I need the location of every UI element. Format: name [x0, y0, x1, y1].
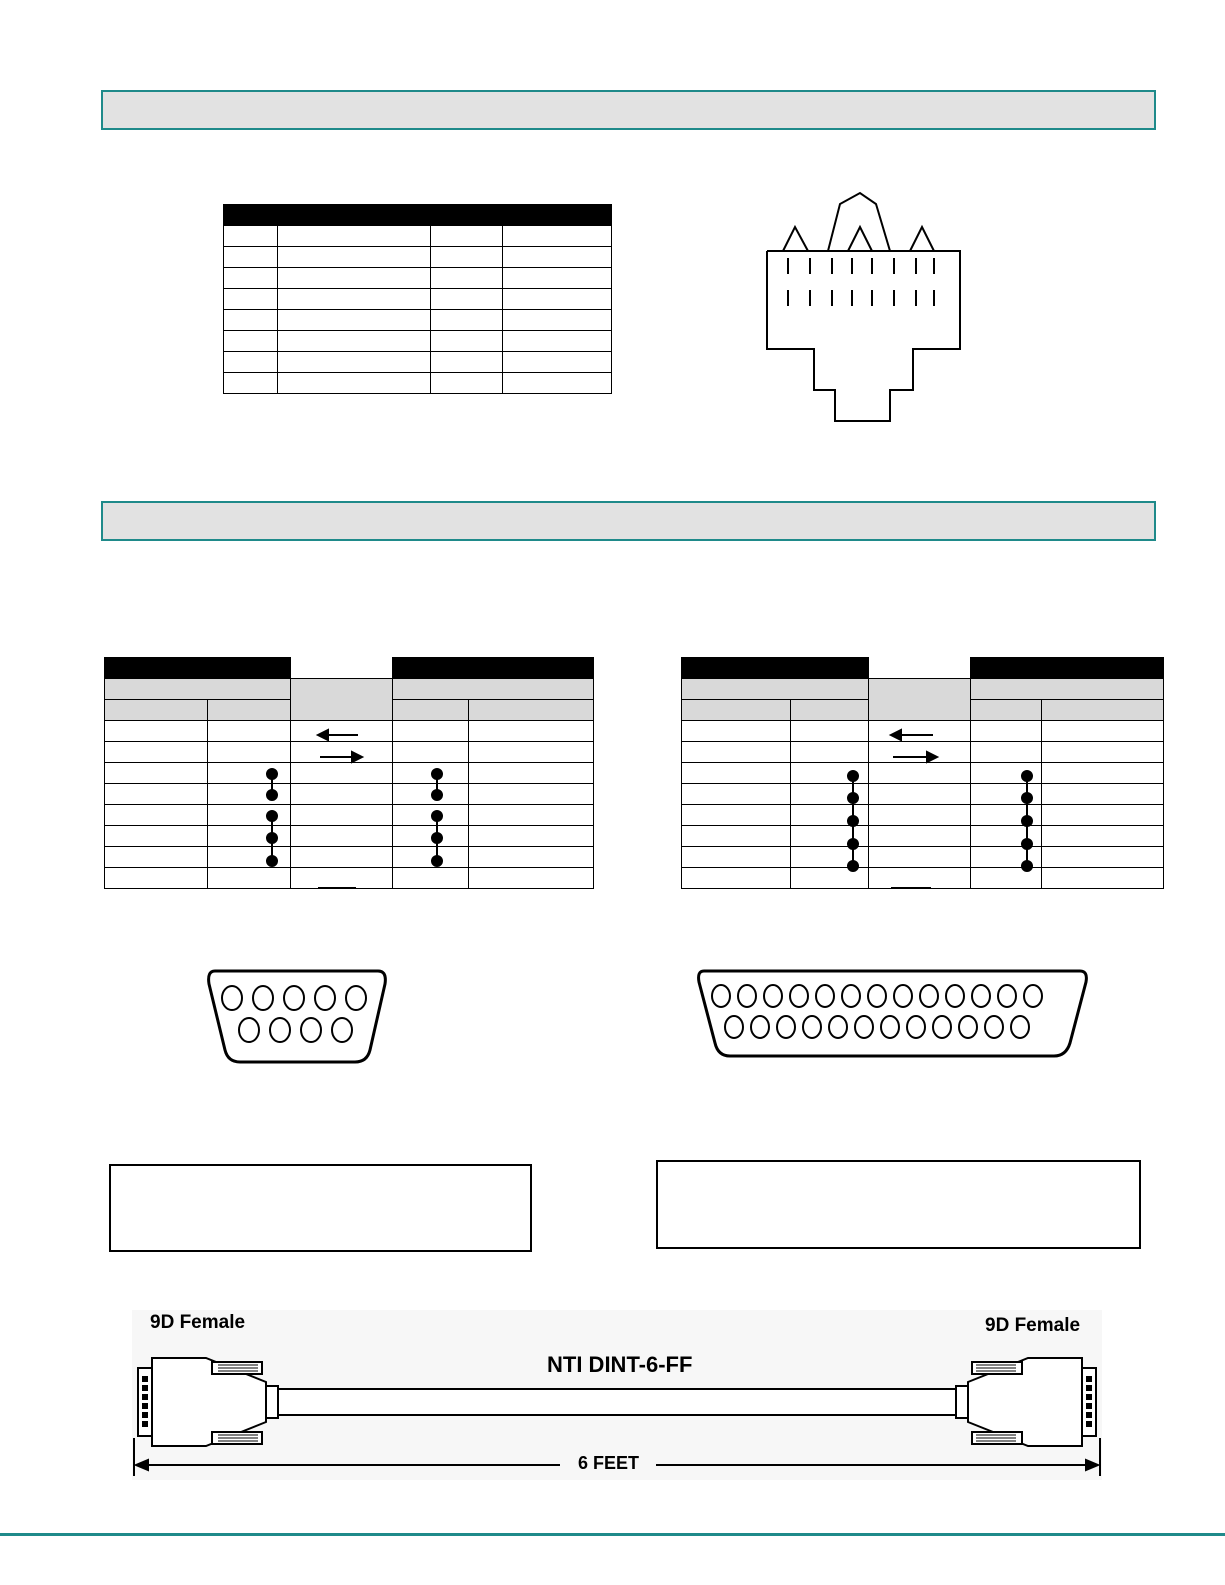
table-row — [224, 247, 612, 268]
pin-hole — [985, 1016, 1003, 1038]
pin-hole — [1024, 985, 1042, 1007]
arrow-right-icon — [927, 752, 937, 762]
pin-hole — [855, 1016, 873, 1038]
wiring-marks-right — [681, 720, 1163, 900]
left-connector-icon — [138, 1358, 278, 1446]
cable-illustration — [132, 1310, 1102, 1480]
pin-hole — [920, 985, 938, 1007]
pin-hole — [907, 1016, 925, 1038]
section-header-bar-1 — [101, 90, 1156, 130]
right-connector-icon — [956, 1358, 1096, 1446]
arrow-left-icon — [318, 730, 328, 740]
cable-title: NTI DINT-6-FF — [547, 1352, 693, 1377]
pin-hole — [712, 985, 730, 1007]
table-row — [224, 310, 612, 331]
arrow-left-icon — [891, 730, 901, 740]
note-box-right — [656, 1160, 1141, 1249]
pin-hole — [738, 985, 756, 1007]
pin-hole — [829, 1016, 847, 1038]
pin-hole — [751, 1016, 769, 1038]
table-row — [224, 331, 612, 352]
wiring-marks-left — [104, 720, 594, 900]
rj45-pinout-table — [223, 204, 612, 394]
pin-hole — [946, 985, 964, 1007]
section-header-bar-2 — [101, 501, 1156, 541]
pin-hole — [933, 1016, 951, 1038]
table-row — [224, 226, 612, 247]
db9-connector-diagram — [205, 968, 390, 1070]
pin-hole — [868, 985, 886, 1007]
table-row — [224, 268, 612, 289]
pin-hole — [725, 1016, 743, 1038]
pin-hole — [972, 985, 990, 1007]
db25-connector-diagram — [696, 968, 1090, 1060]
cable-length-label: 6 FEET — [578, 1453, 640, 1473]
table-row — [224, 373, 612, 394]
pin-hole — [803, 1016, 821, 1038]
right-connector-label: 9D Female — [985, 1315, 1081, 1336]
pin-hole — [1011, 1016, 1029, 1038]
cable-body — [278, 1389, 956, 1415]
pin-hole — [881, 1016, 899, 1038]
arrow-right-icon — [352, 752, 362, 762]
pin-hole — [894, 985, 912, 1007]
footer-rule — [0, 1533, 1225, 1536]
table-row — [224, 352, 612, 373]
pin-hole — [777, 1016, 795, 1038]
pin-hole — [998, 985, 1016, 1007]
pin-hole — [842, 985, 860, 1007]
table-row — [224, 289, 612, 310]
left-connector-label: 9D Female — [150, 1312, 246, 1333]
pin-hole — [816, 985, 834, 1007]
pin-hole — [790, 985, 808, 1007]
note-box-left — [109, 1164, 532, 1252]
rj45-connector-diagram — [760, 190, 970, 430]
pin-hole — [764, 985, 782, 1007]
pin-hole — [959, 1016, 977, 1038]
